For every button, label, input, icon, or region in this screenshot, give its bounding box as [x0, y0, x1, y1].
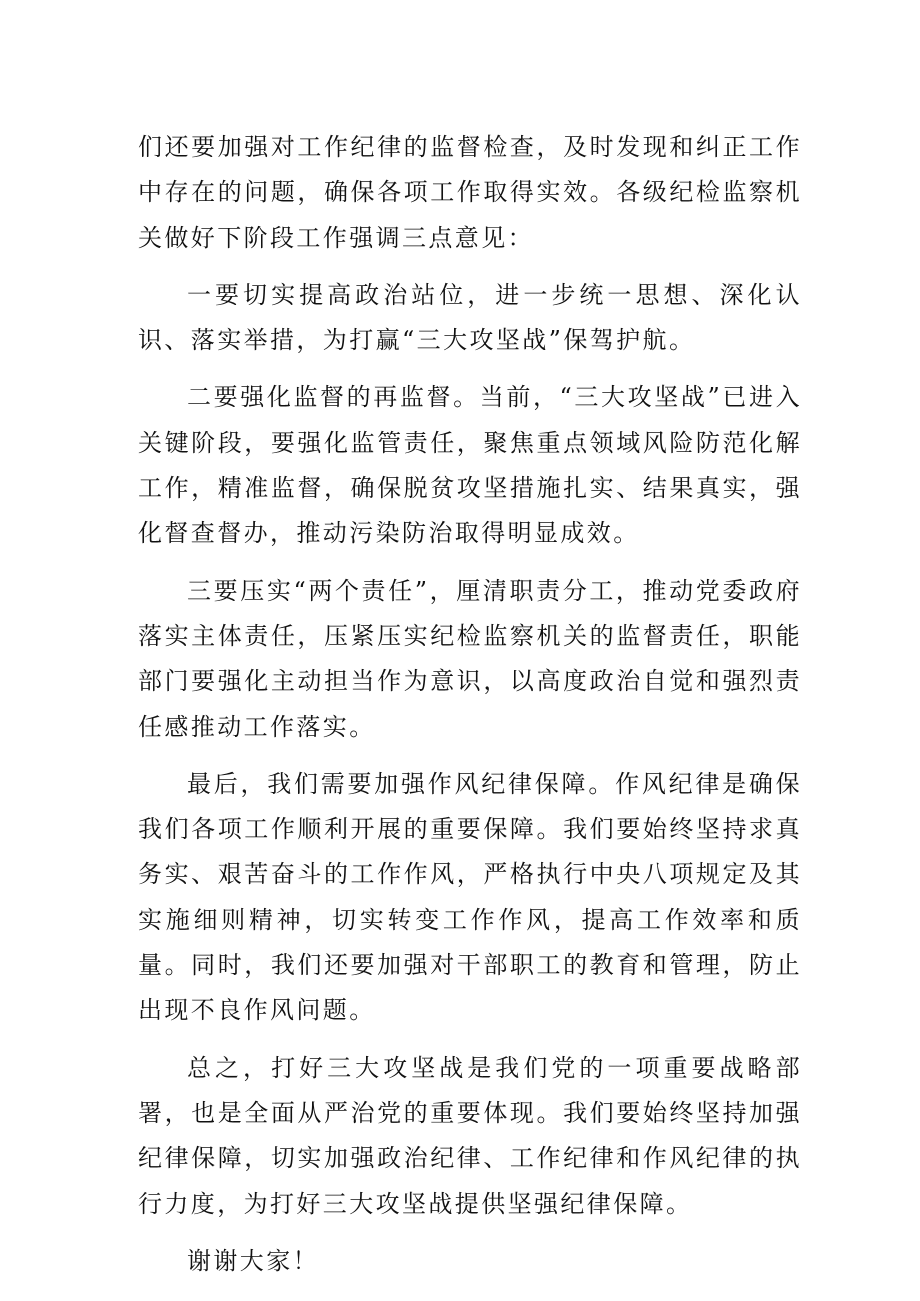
document-page	[138, 125, 802, 1284]
paragraph-point-two: 二要强化监督的再监督。当前，“三大攻坚战”已进入关键阶段，要强化监管责任，聚焦重点领域风险防范化解工作，精准监督，确保脱贫攻坚措施扎实、结果真实，强化督查督办，推动污染防治取得明显成效。	[138, 383, 802, 548]
paragraph-conclusion: 总之，打好三大攻坚战是我们党的一项重要战略部署，也是全面从严治党的重要体现。我们要始终坚持加强纪律保障，切实加强政治纪律、工作纪律和作风纪律的执行力度，为打好三大攻坚战提供坚强纪律保障。	[138, 1053, 802, 1218]
paragraph-continuation: 们还要加强对工作纪律的监督检查，及时发现和纠正工作中存在的问题，确保各项工作取得实效。各级纪检监察机关做好下阶段工作强调三点意见：	[138, 133, 802, 252]
paragraph-discipline-guarantee: 最后，我们需要加强作风纪律保障。作风纪律是确保我们各项工作顺利开展的重要保障。我们要始终坚持求真务实、艰苦奋斗的工作作风，严格执行中央八项规定及其实施细则精神，切实转变工作作风，提高工作效率和质量。同时，我们还要加强对干部职工的教育和管理，防止出现不良作风问题。	[138, 769, 802, 1025]
paragraph-point-three: 三要压实“两个责任”，厘清职责分工，推动党委政府落实主体责任，压紧压实纪检监察机关的监督责任，职能部门要强化主动担当作为意识，以高度政治自觉和强烈责任感推动工作落实。	[138, 576, 802, 741]
paragraph-point-one: 一要切实提高政治站位，进一步统一思想、深化认识、落实举措，为打赢“三大攻坚战”保驾护航。	[138, 280, 802, 355]
paragraph-thanks: 谢谢大家！	[187, 1246, 319, 1275]
